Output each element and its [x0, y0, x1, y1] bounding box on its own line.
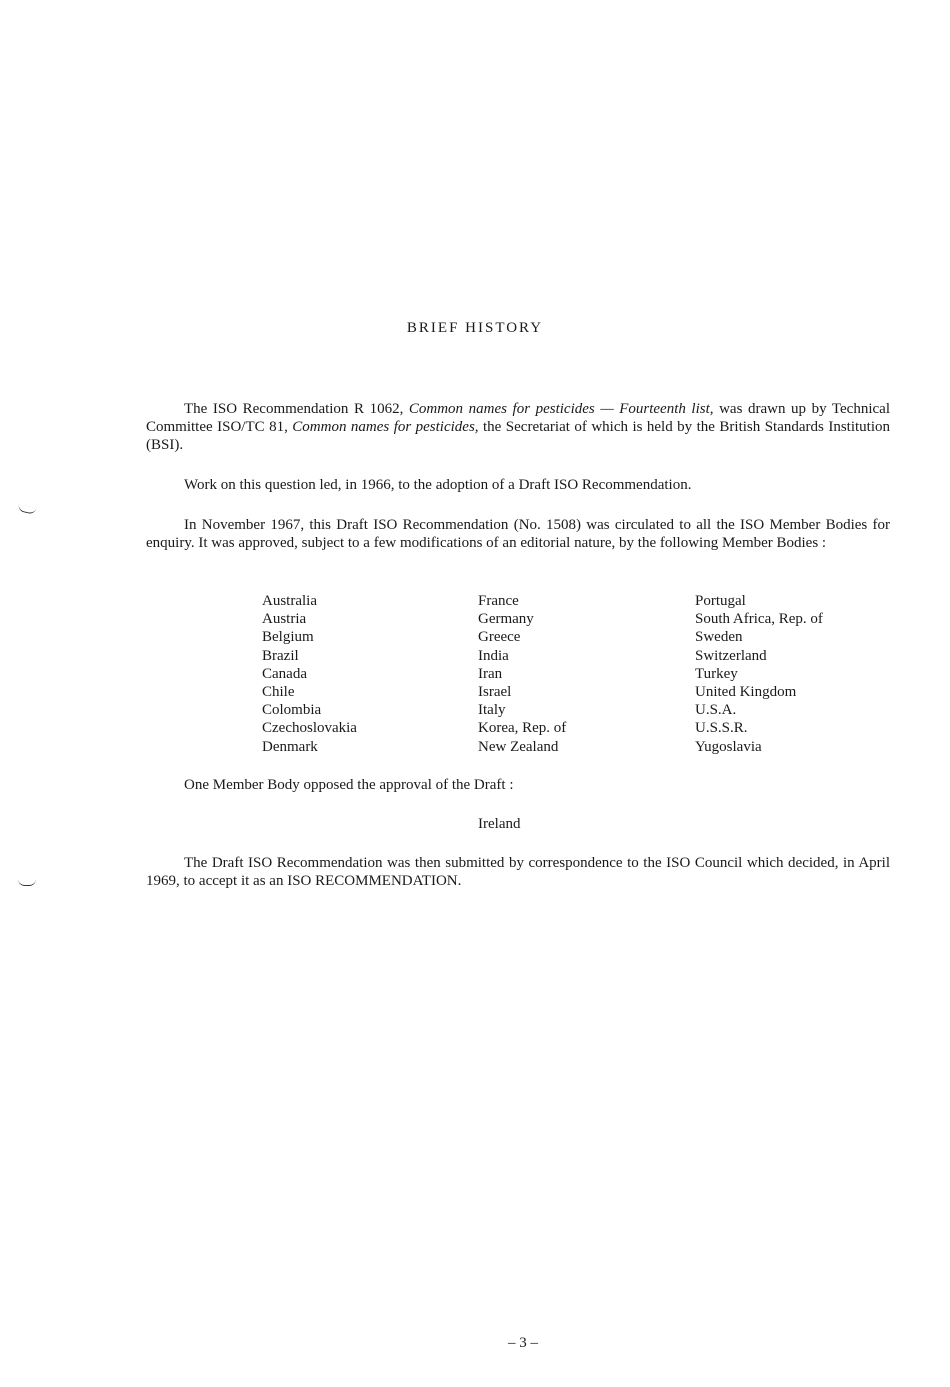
- member-body: Austria: [262, 611, 307, 628]
- member-body: U.S.S.R.: [695, 720, 748, 737]
- member-body: Denmark: [262, 738, 318, 755]
- member-body: South Africa, Rep. of: [695, 611, 823, 628]
- intro-text-b: was drawn up by Technical Committee ISO/TC 81,: [146, 401, 890, 435]
- opposing-member-body: Ireland: [478, 816, 521, 832]
- member-body: U.S.A.: [695, 702, 737, 719]
- member-body: Switzerland: [695, 647, 767, 664]
- member-body: Italy: [478, 702, 506, 719]
- member-body: Greece: [478, 629, 521, 646]
- member-body: Belgium: [262, 629, 314, 646]
- member-body: Australia: [262, 593, 317, 609]
- page-title: BRIEF HISTORY: [406, 320, 544, 336]
- scan-margin-mark: [18, 879, 36, 886]
- member-body: Sweden: [695, 629, 743, 646]
- member-body: Yugoslavia: [695, 738, 762, 755]
- intro-text-a: The ISO Recommendation R 1062,: [184, 401, 409, 417]
- member-body: Iran: [478, 665, 503, 682]
- member-body: Colombia: [262, 702, 322, 719]
- page-number: – 3 –: [508, 1335, 538, 1351]
- member-body: India: [478, 647, 509, 664]
- intro-italic-a: Common names for pesticides — Fourteenth list,: [408, 401, 714, 417]
- member-body: Israel: [478, 684, 512, 701]
- member-body: United Kingdom: [695, 684, 797, 701]
- opposed-paragraph: One Member Body opposed the approval of the Draft :: [184, 777, 514, 793]
- member-body: Portugal: [695, 593, 746, 609]
- member-body: Czechoslovakia: [262, 720, 357, 737]
- member-body: Turkey: [695, 665, 738, 682]
- intro-text-c: the Secretariat of which is held by the British Standards Institution (BSI).: [146, 419, 890, 453]
- member-body: France: [478, 593, 519, 609]
- member-body: Canada: [262, 665, 307, 682]
- circulation-paragraph: In November 1967, this Draft ISO Recommendation (No. 1508) was circulated to all the ISO Member Bodies for enquiry. It was approved, subject to a few modifications of an editorial nature, by the following Member Bodies :: [146, 517, 890, 551]
- work-paragraph: Work on this question led, in 1966, to the adoption of a Draft ISO Recommendation.: [184, 477, 692, 493]
- member-body: Germany: [478, 611, 534, 628]
- member-bodies-column-1: [262, 592, 357, 756]
- member-bodies-column-2: [478, 592, 566, 756]
- member-body: Korea, Rep. of: [478, 720, 567, 737]
- member-body: Brazil: [262, 647, 299, 664]
- final-paragraph: The Draft ISO Recommendation was then submitted by correspondence to the ISO Council which decided, in April 1969, to accept it as an ISO RECOMMENDATION.: [146, 855, 890, 889]
- intro-italic-b: Common names for pesticides,: [292, 419, 479, 435]
- scan-margin-mark: [17, 504, 36, 515]
- intro-paragraph: [146, 400, 890, 454]
- member-body: New Zealand: [478, 738, 559, 755]
- member-bodies-column-3: [695, 592, 823, 756]
- member-body: Chile: [262, 684, 295, 701]
